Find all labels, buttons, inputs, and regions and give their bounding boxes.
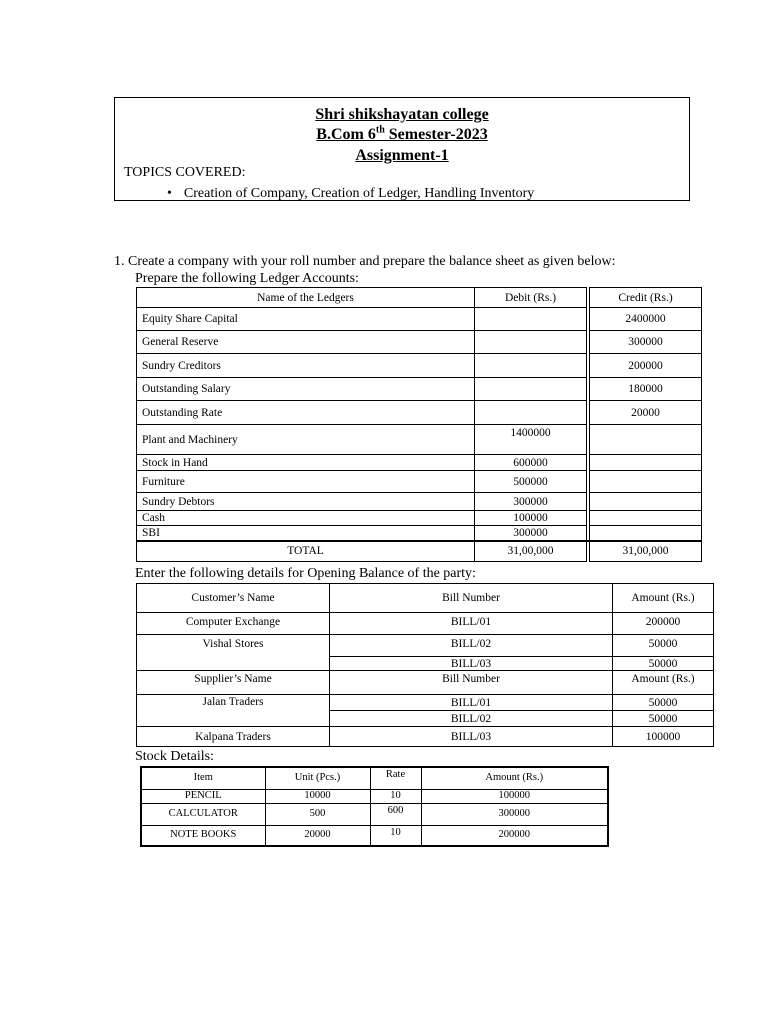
ledger-credit — [590, 526, 702, 541]
table-row — [137, 657, 714, 671]
ledger-debit — [475, 401, 587, 425]
ledger-header-credit: Credit (Rs.) — [590, 288, 702, 308]
ledger-name: Outstanding Salary — [137, 378, 475, 401]
college-name: Shri shikshayatan college — [315, 106, 489, 123]
question-line-1: 1. Create a company with your roll number and prepare the balance sheet as given below: — [114, 254, 616, 269]
ledger-total-debit: 31,00,000 — [475, 541, 587, 562]
ledger-table — [136, 287, 702, 562]
bullet-icon: • — [167, 186, 172, 201]
ledger-name: SBI — [137, 526, 475, 541]
table-row — [137, 425, 702, 455]
table-row — [137, 727, 714, 747]
customer-name: Vishal Stores — [137, 635, 330, 657]
supplier-bill: BILL/01 — [330, 695, 613, 711]
table-row — [137, 401, 702, 425]
ledger-debit: 300000 — [475, 493, 587, 511]
ledger-credit — [590, 455, 702, 471]
ledger-debit: 600000 — [475, 455, 587, 471]
customer-bill: BILL/01 — [330, 613, 613, 635]
stock-item: PENCIL — [141, 789, 265, 803]
supplier-bill: BILL/03 — [330, 727, 613, 747]
table-row — [137, 711, 714, 727]
table-row — [137, 493, 702, 511]
ledger-header-row — [137, 288, 702, 308]
ledger-credit: 20000 — [590, 401, 702, 425]
table-row — [137, 526, 702, 541]
ledger-name: Sundry Creditors — [137, 354, 475, 378]
supplier-name — [137, 711, 330, 727]
stock-header-row — [141, 767, 608, 789]
customer-header-amount: Amount (Rs.) — [613, 584, 714, 613]
ledger-credit: 200000 — [590, 354, 702, 378]
customer-name: Computer Exchange — [137, 613, 330, 635]
ledger-credit — [590, 425, 702, 455]
ledger-debit — [475, 308, 587, 331]
table-row — [137, 511, 702, 526]
table-row — [137, 613, 714, 635]
table-row — [137, 471, 702, 493]
ledger-debit: 500000 — [475, 471, 587, 493]
stock-rate: 10 — [370, 825, 421, 846]
table-row — [141, 803, 608, 825]
table-row — [137, 378, 702, 401]
ledger-total-row — [137, 541, 702, 562]
customer-header-bill: Bill Number — [330, 584, 613, 613]
stock-rate: 10 — [370, 789, 421, 803]
customer-bill: BILL/02 — [330, 635, 613, 657]
stock-item: CALCULATOR — [141, 803, 265, 825]
stock-header-amount: Amount (Rs.) — [421, 767, 608, 789]
supplier-header-bill: Bill Number — [330, 671, 613, 695]
stock-unit: 20000 — [265, 825, 370, 846]
ledger-credit — [590, 493, 702, 511]
ledger-credit: 2400000 — [590, 308, 702, 331]
ledger-name: Equity Share Capital — [137, 308, 475, 331]
table-row — [137, 635, 714, 657]
stock-table — [140, 766, 609, 847]
ledger-debit: 300000 — [475, 526, 587, 541]
supplier-name: Kalpana Traders — [137, 727, 330, 747]
ledger-name: Sundry Debtors — [137, 493, 475, 511]
ledger-credit — [590, 471, 702, 493]
ledger-total-label: TOTAL — [137, 541, 475, 562]
supplier-header-row — [137, 671, 714, 695]
opening-intro: Enter the following details for Opening Balance of the party: — [135, 566, 476, 581]
ledger-credit: 300000 — [590, 331, 702, 354]
table-row — [137, 455, 702, 471]
customer-header-row — [137, 584, 714, 613]
ledger-debit — [475, 378, 587, 401]
stock-unit: 500 — [265, 803, 370, 825]
supplier-bill: BILL/02 — [330, 711, 613, 727]
ledger-credit: 180000 — [590, 378, 702, 401]
stock-amount: 200000 — [421, 825, 608, 846]
table-row — [137, 695, 714, 711]
table-row — [137, 331, 702, 354]
ledger-debit: 1400000 — [475, 425, 587, 455]
stock-header-item: Item — [141, 767, 265, 789]
ledger-name: Stock in Hand — [137, 455, 475, 471]
table-row — [141, 825, 608, 846]
customer-bill: BILL/03 — [330, 657, 613, 671]
ledger-debit — [475, 331, 587, 354]
stock-item: NOTE BOOKS — [141, 825, 265, 846]
stock-rate: 600 — [370, 803, 421, 825]
topics-item: • Creation of Company, Creation of Ledger, Handling Inventory — [167, 186, 535, 201]
ledger-header-name: Name of the Ledgers — [137, 288, 475, 308]
ledger-credit — [590, 511, 702, 526]
table-row — [137, 308, 702, 331]
customer-header-name: Customer’s Name — [137, 584, 330, 613]
ledger-name: General Reserve — [137, 331, 475, 354]
opening-balance-table — [136, 583, 714, 747]
ledger-name: Outstanding Rate — [137, 401, 475, 425]
topics-label: TOPICS COVERED: — [124, 165, 246, 180]
header-box — [114, 97, 690, 201]
customer-name — [137, 657, 330, 671]
supplier-amount: 50000 — [613, 711, 714, 727]
supplier-amount: 100000 — [613, 727, 714, 747]
ledger-name: Cash — [137, 511, 475, 526]
table-row — [141, 789, 608, 803]
stock-header-unit: Unit (Pcs.) — [265, 767, 370, 789]
stock-unit: 10000 — [265, 789, 370, 803]
supplier-header-amount: Amount (Rs.) — [613, 671, 714, 695]
question-line-2: Prepare the following Ledger Accounts: — [135, 271, 359, 286]
assignment-title: Assignment-1 — [355, 147, 449, 164]
customer-amount: 200000 — [613, 613, 714, 635]
stock-intro: Stock Details: — [135, 749, 214, 764]
stock-header-rate: Rate — [370, 767, 421, 789]
stock-amount: 300000 — [421, 803, 608, 825]
customer-amount: 50000 — [613, 657, 714, 671]
ledger-total-credit: 31,00,000 — [590, 541, 702, 562]
semester-title: B.Com 6th Semester-2023 — [316, 124, 488, 143]
ledger-debit — [475, 354, 587, 378]
ledger-debit: 100000 — [475, 511, 587, 526]
ledger-name: Plant and Machinery — [137, 425, 475, 455]
stock-amount: 100000 — [421, 789, 608, 803]
ledger-header-debit: Debit (Rs.) — [475, 288, 587, 308]
supplier-amount: 50000 — [613, 695, 714, 711]
supplier-name: Jalan Traders — [137, 695, 330, 711]
supplier-header-name: Supplier’s Name — [137, 671, 330, 695]
ledger-name: Furniture — [137, 471, 475, 493]
customer-amount: 50000 — [613, 635, 714, 657]
table-row — [137, 354, 702, 378]
